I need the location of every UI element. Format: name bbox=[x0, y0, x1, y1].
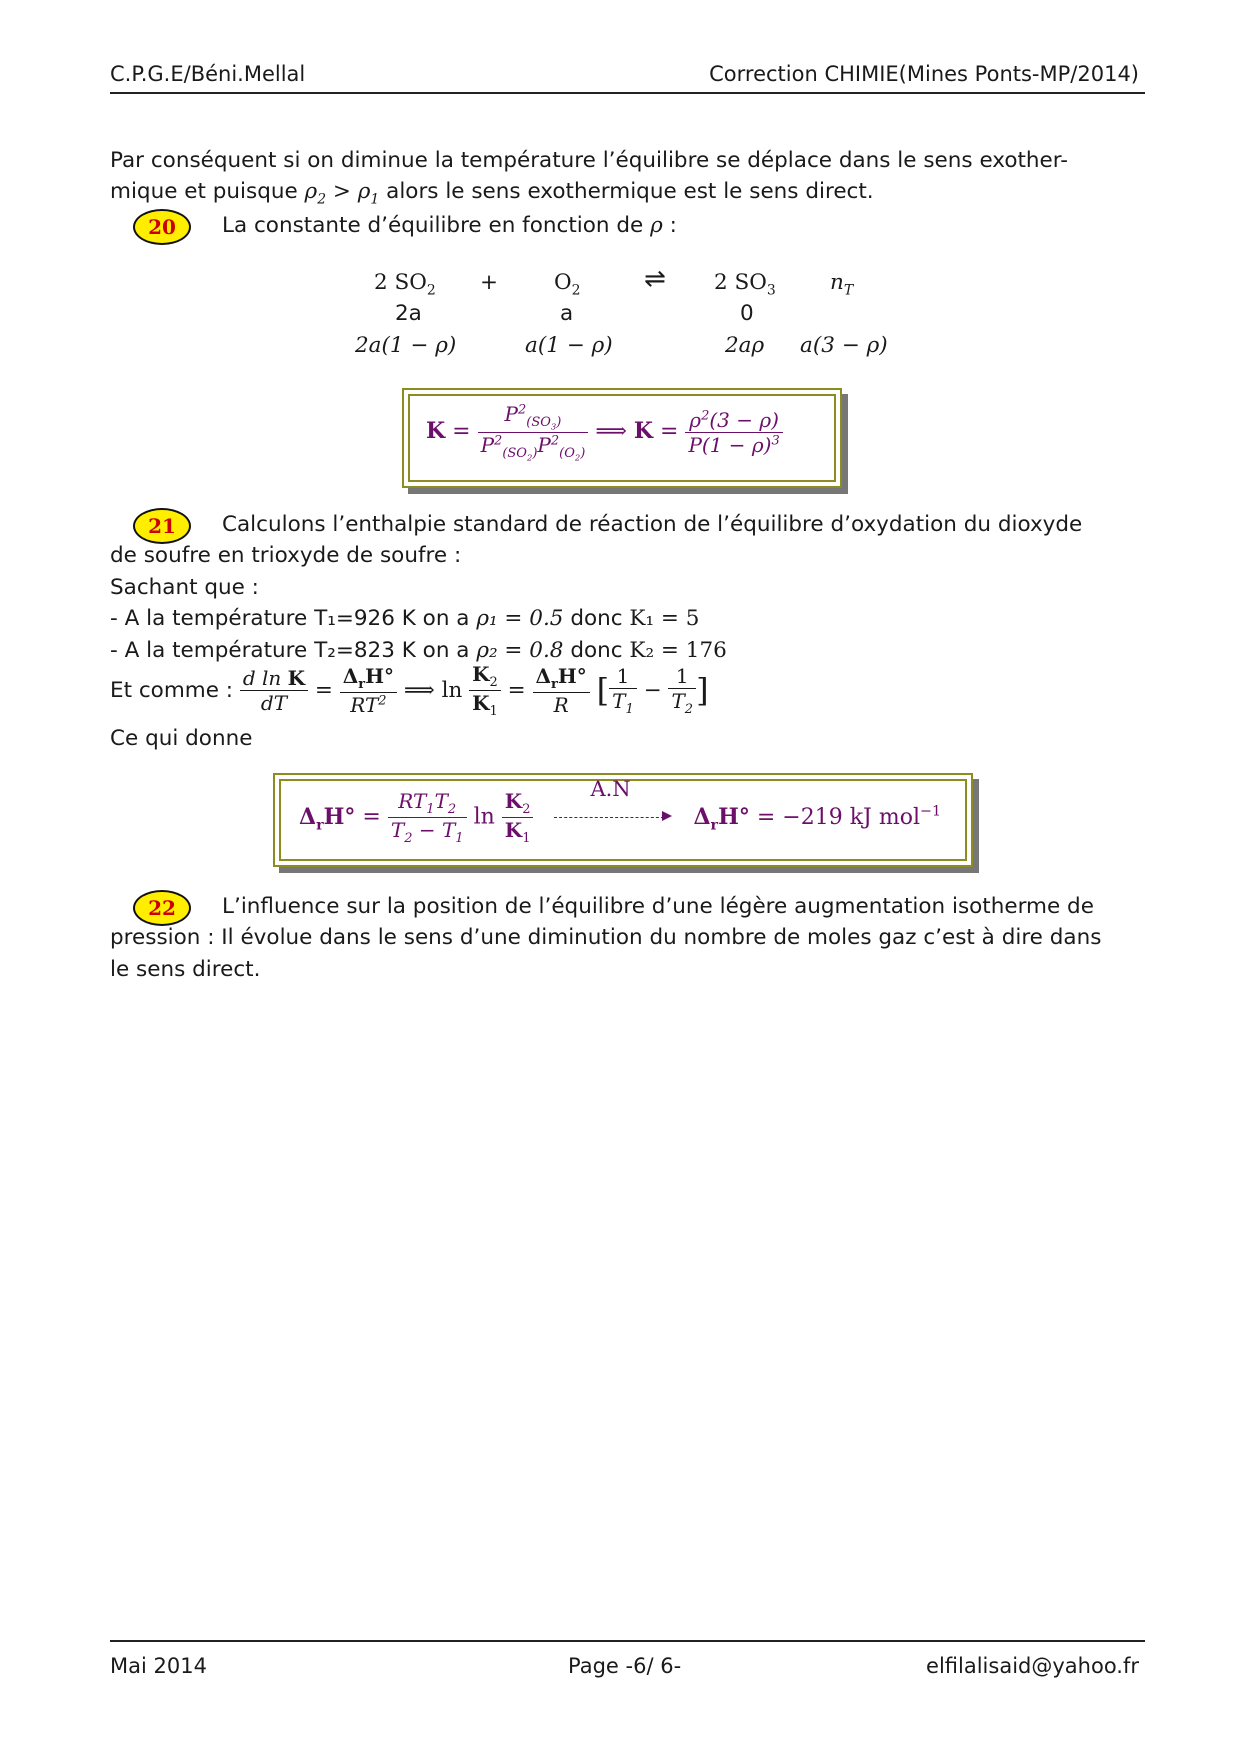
intro-line-2a: mique et puisque bbox=[110, 179, 298, 204]
rho2-value: ρ₂ = 0.8 bbox=[476, 638, 564, 663]
reactant-so2: 2 $SO_2$ bbox=[374, 270, 436, 299]
q22-line-2: pression : Il évolue dans le sens d’une diminution du nombre de moles gaz c’est à dire dans bbox=[110, 925, 1102, 950]
formula-box-enthalpy bbox=[273, 773, 973, 867]
intro-paragraph bbox=[110, 145, 1145, 215]
eq-so2: 2a(1 − ρ) bbox=[355, 333, 457, 358]
q22-line-1: L’influence sur la position de l’équilibre d’une légère augmentation isotherme de bbox=[222, 894, 1094, 919]
product-so3: 2 $SO_3$ bbox=[714, 270, 776, 299]
initial-so3: 0 bbox=[740, 301, 754, 326]
initial-o2: a bbox=[560, 301, 574, 326]
initial-so2: 2a bbox=[395, 301, 422, 326]
header-right: Correction CHIMIE(Mines Ponts-MP/2014) bbox=[709, 62, 1139, 86]
enthalpy-result: $\Delta_rH^\circ = -219$ kJ mol$^{-1}$ bbox=[693, 803, 942, 833]
t1-prefix: - A la température bbox=[110, 606, 308, 631]
question-badge-22: 22 bbox=[133, 890, 191, 926]
k1-value: K₁ = 5 bbox=[629, 606, 700, 631]
t2-prefix: - A la température bbox=[110, 638, 308, 663]
q20-statement bbox=[222, 210, 822, 241]
question-badge-20: 20 bbox=[133, 209, 191, 245]
t2-value: T₂=823 K on a bbox=[314, 638, 470, 663]
intro-line-1: Par conséquent si on diminue la température l’équilibre se déplace dans le sens exother- bbox=[110, 148, 1069, 173]
eq-o2: a(1 − ρ) bbox=[525, 333, 613, 358]
an-arrow bbox=[554, 777, 672, 818]
et-comme-label: Et comme : bbox=[110, 678, 234, 703]
question-badge-21: 21 bbox=[133, 508, 191, 544]
footer-date: Mai 2014 bbox=[110, 1654, 207, 1678]
q21-line-3: Sachant que : bbox=[110, 575, 259, 600]
t1-donc: donc bbox=[570, 606, 623, 631]
footer-email: elfilalisaid@yahoo.fr bbox=[926, 1654, 1139, 1678]
vant-hoff-line: Et comme : $\frac{\text{d ln K}}{dT}$ = $\frac{\Delta_rH^\circ}{RT^2}$ ⟹ ln $\frac{K_2}{K_1}$ = $\frac{\Delta_rH^\circ}{R}$ [ $\frac{1}{T_1}$ − $\frac{1}{T_2}$ ] bbox=[110, 662, 709, 719]
k2-value: K₂ = 176 bbox=[629, 638, 727, 663]
intro-line-2b: alors le sens exothermique est le sens direct. bbox=[386, 179, 874, 204]
intro-inequality: $\rho_2 > \rho_1$ bbox=[304, 179, 380, 208]
equilibrium-arrow: ⇌ bbox=[644, 264, 666, 294]
q21-line-4 bbox=[110, 603, 1145, 634]
an-label: A.N bbox=[590, 777, 631, 801]
q20-colon: : bbox=[669, 213, 677, 238]
enthalpy-expression: $\Delta_rH^\circ$ = $\frac{RT_1T_2}{T_2 - T_1}$ ln $\frac{K_2}{K_1}$ A.N $\Delta_rH^\circ = -219$ kJ mol$^{-1}$ bbox=[299, 777, 942, 846]
page-footer bbox=[110, 1640, 1145, 1678]
q22-line-3: le sens direct. bbox=[110, 957, 261, 982]
q20-text: La constante d’équilibre en fonction de bbox=[222, 213, 644, 238]
eq-total: a(3 − ρ) bbox=[800, 333, 888, 358]
q21-line-1: Calculons l’enthalpie standard de réaction de l’équilibre d’oxydation du dioxyde bbox=[222, 512, 1083, 537]
header-left: C.P.G.E/Béni.Mellal bbox=[110, 62, 306, 86]
formula-box-k bbox=[402, 388, 842, 488]
t2-donc: donc bbox=[570, 638, 623, 663]
rho1-value: ρ₁ = 0.5 bbox=[476, 606, 564, 631]
reactant-o2: $O_2$ bbox=[554, 270, 581, 299]
q20-rho: ρ bbox=[650, 213, 663, 238]
total-moles-label: $n_T$ bbox=[830, 270, 854, 299]
page-header bbox=[110, 58, 1145, 94]
footer-page: Page -6/ 6- bbox=[568, 1654, 682, 1678]
t1-value: T₁=926 K on a bbox=[314, 606, 470, 631]
q21-line-2: de soufre en trioxyde de soufre : bbox=[110, 543, 462, 568]
k-expression: K = $\frac{P^2_{(SO_3)}}{P^2_{(SO_2)}P^2_{(O_2)}}$ ⟹ K = $\frac{\rho^2(3 - \rho)}{P(1 - \rho)^3}$ bbox=[426, 402, 783, 462]
ce-qui-donne: Ce qui donne bbox=[110, 726, 253, 751]
plus-sign: + bbox=[480, 270, 499, 295]
eq-so3: 2aρ bbox=[725, 333, 765, 358]
